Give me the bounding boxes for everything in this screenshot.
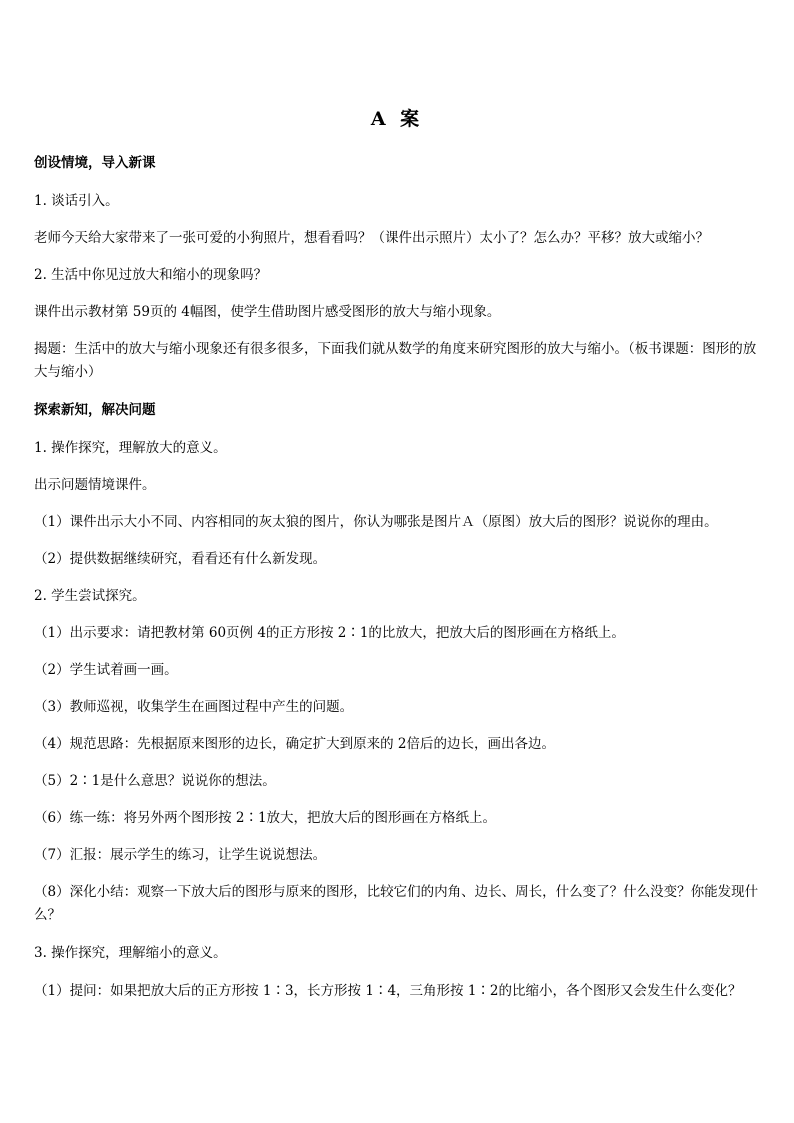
paragraph: 老师今天给大家带来了一张可爱的小狗照片，想看看吗？（课件出示照片）太小了？怎么办？平移？放大或缩小？: [34, 230, 709, 246]
paragraph: （5）2∶1是什么意思？说说你的想法。: [34, 773, 276, 789]
paragraph: 2. 生活中你见过放大和缩小的现象吗？: [34, 267, 268, 283]
paragraph: （3）教师巡视，收集学生在画图过程中产生的问题。: [34, 699, 354, 715]
paragraph: 3. 操作探究，理解缩小的意义。: [34, 945, 227, 961]
paragraph: （4）规范思路：先根据原来图形的边长，确定扩大到原来的 2倍后的边长，画出各边。: [34, 736, 555, 752]
paragraph: （1）课件出示大小不同、内容相同的灰太狼的图片，你认为哪张是图片Ａ（原图）放大后的图形？说说你的理由。: [34, 514, 718, 530]
paragraph: （2）提供数据继续研究，看看还有什么新发现。: [34, 551, 327, 567]
paragraph: 1. 操作探究，理解放大的意义。: [34, 440, 227, 456]
paragraph: 揭题：生活中的放大与缩小现象还有很多很多，下面我们就从数学的角度来研究图形的放大与缩小。（板书课题：图形的放大与缩小）: [34, 341, 757, 380]
paragraph: （1）出示要求：请把教材第 60页例 4的正方形按 2∶1的比放大，把放大后的图形画在方格纸上。: [34, 625, 625, 641]
paragraph: 2. 学生尝试探究。: [34, 588, 146, 604]
paragraph: （6）练一练：将另外两个图形按 2∶1放大，把放大后的图形画在方格纸上。: [34, 810, 497, 826]
paragraph: （7）汇报：展示学生的练习，让学生说说想法。: [34, 847, 327, 863]
paragraph: 课件出示教材第 59页的 4幅图，使学生借助图片感受图形的放大与缩小现象。: [34, 304, 501, 320]
section-heading-explore: 探索新知，解决问题: [34, 402, 156, 418]
paragraph: 1. 谈话引入。: [34, 193, 119, 209]
paragraph: （8）深化小结：观察一下放大后的图形与原来的图形，比较它们的内角、边长、周长，什么变了？什么没变？你能发现什么？: [34, 884, 759, 923]
paragraph: 出示问题情境课件。: [34, 477, 156, 493]
document-title: A 案: [370, 108, 424, 130]
paragraph: （2）学生试着画一画。: [34, 662, 178, 678]
section-heading-intro: 创设情境，导入新课: [34, 155, 156, 171]
paragraph: （1）提问：如果把放大后的正方形按 1∶3，长方形按 1∶4，三角形按 1∶2的比缩小，各个图形又会发生什么变化？: [34, 983, 742, 999]
